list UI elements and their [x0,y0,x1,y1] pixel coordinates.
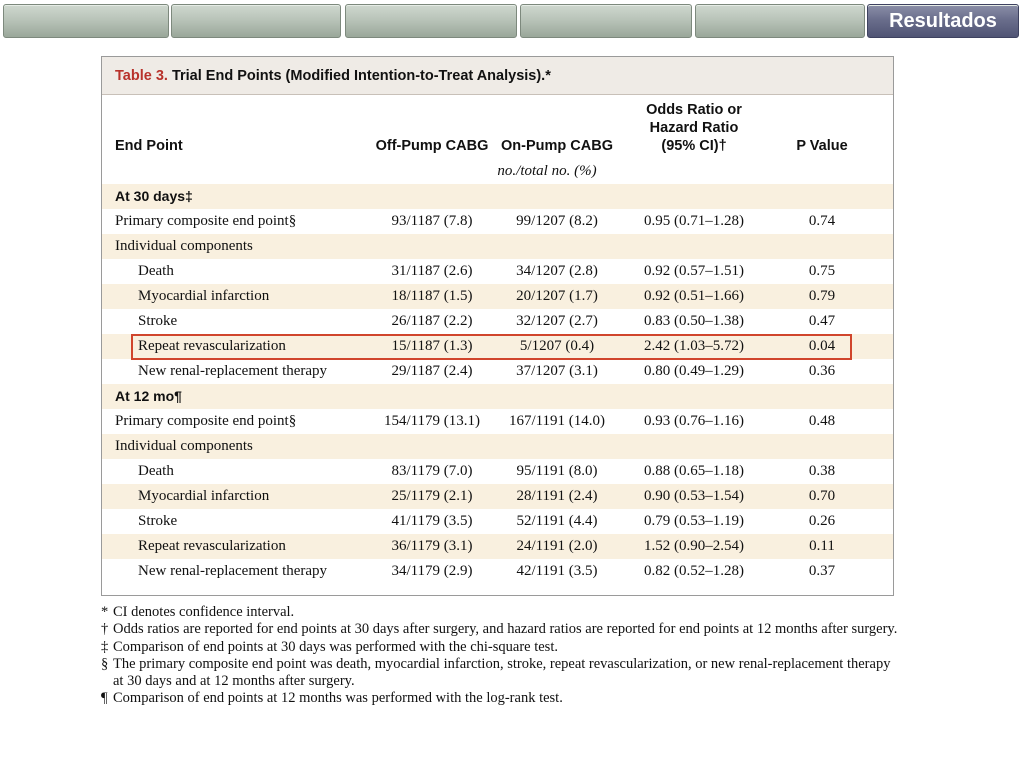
on-pump-value: 24/1191 (2.0) [516,538,598,554]
ratio-value: 0.95 (0.71–1.28) [644,213,744,229]
off-pump-value: 34/1179 (2.9) [391,563,473,579]
nav-tab-2[interactable] [171,4,341,38]
p-value: 0.36 [808,363,836,379]
ratio-value: 0.88 (0.65–1.18) [644,463,744,479]
on-pump-value: 34/1207 (2.8) [516,263,598,279]
header-end-point: End Point [115,138,183,154]
end-point-label: Death [138,463,174,479]
section-row [102,184,893,209]
header-on-pump: On-Pump CABG [501,138,613,154]
on-pump-value: 37/1207 (3.1) [516,363,598,379]
p-value: 0.11 [809,538,835,554]
end-point-label: New renal-replacement therapy [138,563,328,579]
footnote [101,656,901,691]
on-pump-value: 52/1191 (4.4) [516,513,598,529]
footnote [101,639,901,656]
p-value: 0.79 [808,288,836,304]
subheader-row [102,434,893,459]
end-point-label: New renal-replacement therapy [138,363,328,379]
table-row [102,534,893,559]
ratio-value: 0.90 (0.53–1.54) [644,488,744,504]
footnote [101,621,901,638]
footnote-text: CI denotes confidence interval. [113,604,295,620]
on-pump-value: 5/1207 (0.4) [519,338,595,354]
ratio-value: 1.52 (0.90–2.54) [644,538,744,554]
off-pump-value: 29/1187 (2.4) [391,363,473,379]
footnote-text: Comparison of end points at 30 days was performed with the chi-square test. [113,638,558,655]
header-ratio-line3: (95% CI)† [661,138,727,154]
table-row [102,409,893,434]
table-row [102,509,893,534]
header-ratio-line2: Hazard Ratio [649,120,739,136]
nav-tab-1[interactable] [3,4,169,38]
p-value: 0.37 [808,563,836,579]
end-point-label: Repeat revascularization [138,338,286,354]
nav-tab-5[interactable] [695,4,865,38]
header-ratio-line1: Odds Ratio or [646,102,742,118]
table-panel [101,56,894,596]
nav-tab-4[interactable] [520,4,692,38]
on-pump-value: 20/1207 (1.7) [516,288,598,304]
footnotes [101,604,901,708]
on-pump-value: 32/1207 (2.7) [516,313,598,329]
table-row [102,259,893,284]
section-label: At 12 mo¶ [115,388,182,404]
highlight-box [131,334,852,360]
p-value: 0.38 [808,463,836,479]
end-point-label: Stroke [138,313,178,329]
nav-tab-resultados-label: Resultados [889,9,997,32]
end-point-label: Stroke [138,513,178,529]
p-value: 0.74 [808,213,836,229]
table-row [102,559,893,584]
table-title: Trial End Points (Modified Intention-to-Treat Analysis).* [171,68,551,84]
subheader-label: Individual components [115,238,253,254]
off-pump-value: 15/1187 (1.3) [391,338,473,354]
off-pump-value: 83/1179 (7.0) [391,463,473,479]
header-ratio [619,101,769,155]
on-pump-value: 42/1191 (3.5) [516,563,598,579]
ratio-value: 0.92 (0.57–1.51) [644,263,744,279]
end-point-label: Primary composite end point§ [115,413,297,429]
table-number: Table 3. [115,68,168,84]
p-value: 0.75 [808,263,836,279]
subheader-label: Individual components [115,438,253,454]
ratio-value: 0.80 (0.49–1.29) [644,363,744,379]
header-off-pump: Off-Pump CABG [375,138,489,154]
off-pump-value: 25/1179 (2.1) [391,488,473,504]
off-pump-value: 36/1179 (3.1) [391,538,473,554]
footnote-symbol: ‡ [101,638,109,655]
end-point-label: Death [138,263,174,279]
footnote-text: Comparison of end points at 12 months was performed with the log-rank test. [113,690,563,707]
section-label: At 30 days‡ [115,188,193,204]
end-point-label: Myocardial infarction [138,488,270,504]
end-point-label: Myocardial infarction [138,288,270,304]
ratio-value: 0.93 (0.76–1.16) [644,413,744,429]
on-pump-value: 95/1191 (8.0) [516,463,598,479]
off-pump-value: 31/1187 (2.6) [391,263,473,279]
footnote-text: Odds ratios are reported for end points at 30 days after surgery, and hazard ratios are reported for end points at 12 months after surgery. [113,621,898,638]
footnote-text: The primary composite end point was death, myocardial infarction, stroke, repeat revascularization, or new renal-replacement therapy at 30 days and at 12 months after surgery. [113,655,891,690]
end-point-label: Primary composite end point§ [115,213,297,229]
p-value: 0.48 [808,413,836,429]
off-pump-value: 18/1187 (1.5) [391,288,473,304]
on-pump-value: 99/1207 (8.2) [516,213,598,229]
ratio-value: 0.79 (0.53–1.19) [644,513,744,529]
header-p-value: P Value [796,138,848,154]
off-pump-value: 93/1187 (7.8) [391,213,473,229]
off-pump-value: 154/1179 (13.1) [383,413,481,429]
footnote [101,604,901,621]
ratio-value: 0.83 (0.50–1.38) [644,313,744,329]
footnote [101,690,901,707]
on-pump-value: 28/1191 (2.4) [516,488,598,504]
p-value: 0.47 [808,313,836,329]
footnote-symbol: § [101,655,109,672]
subheader-row [102,234,893,259]
end-point-label: Repeat revascularization [138,538,286,554]
off-pump-value: 41/1179 (3.5) [391,513,473,529]
table-row [102,209,893,234]
table-row [102,484,893,509]
units-label: no./total no. (%) [497,163,597,179]
p-value: 0.04 [808,338,836,354]
footnote-symbol: † [101,621,109,638]
ratio-value: 0.82 (0.52–1.28) [644,563,744,579]
nav-tab-resultados[interactable] [867,4,1019,38]
table-row [102,359,893,384]
off-pump-value: 26/1187 (2.2) [391,313,473,329]
footnote-symbol: * [101,604,109,620]
ratio-value: 0.92 (0.51–1.66) [644,288,744,304]
table-row [102,309,893,334]
p-value: 0.26 [808,513,836,529]
table-caption [102,57,893,95]
top-nav-bar [0,0,1024,42]
ratio-value: 2.42 (1.03–5.72) [644,338,744,354]
table-row [102,284,893,309]
table-row [102,459,893,484]
nav-tab-3[interactable] [345,4,517,38]
section-row [102,384,893,409]
p-value: 0.70 [808,488,836,504]
footnote-symbol: ¶ [101,690,108,707]
on-pump-value: 167/1191 (14.0) [508,413,606,429]
